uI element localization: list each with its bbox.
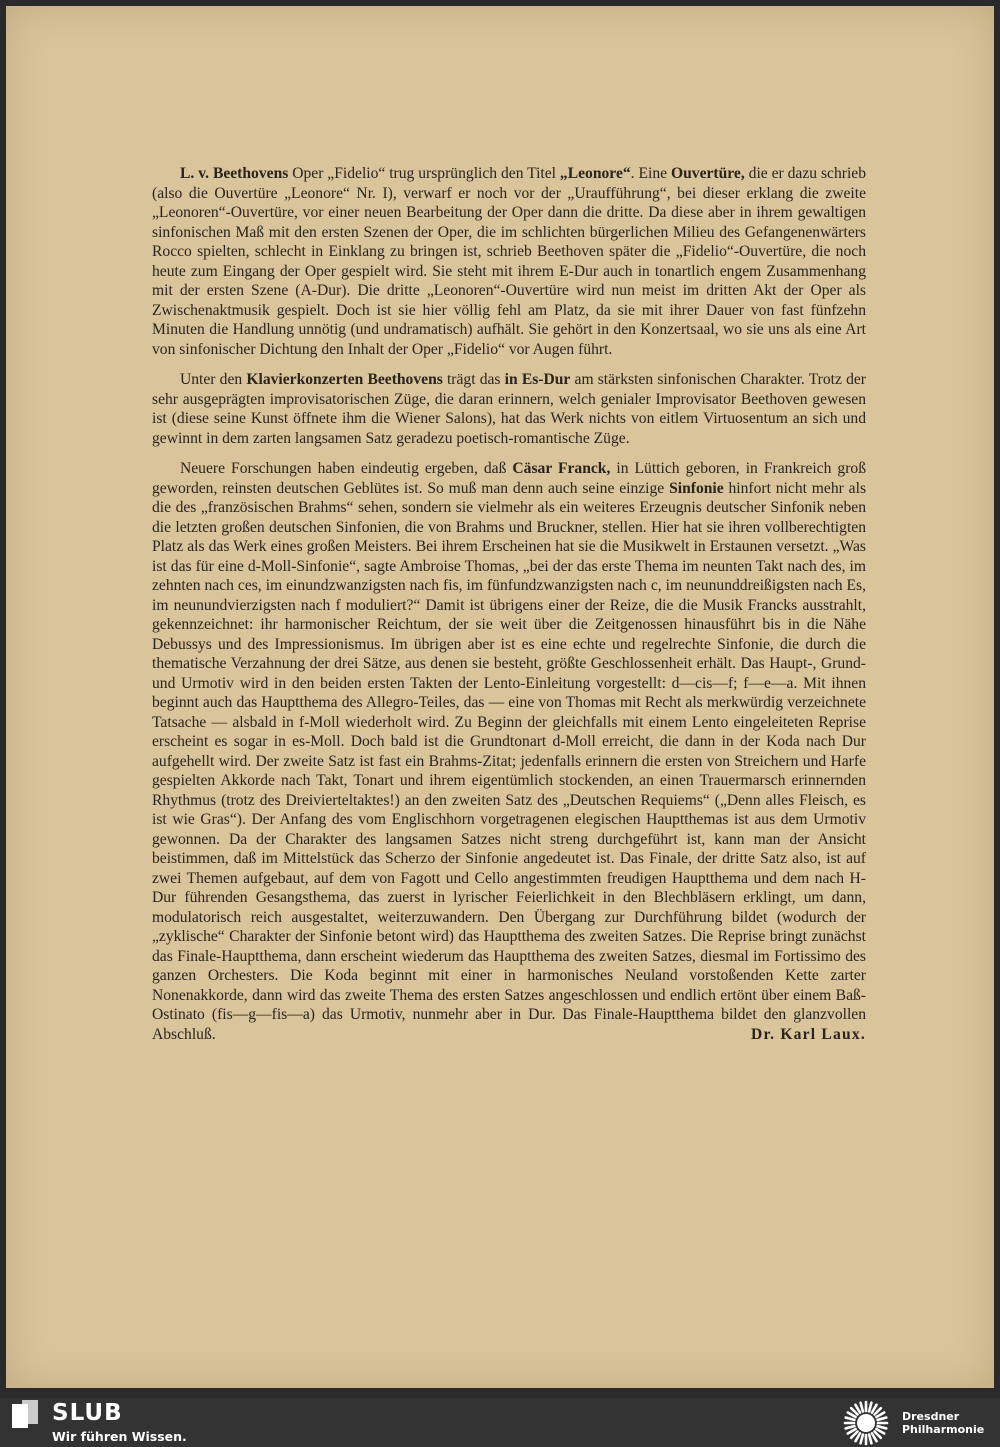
text-run: Neuere Forschungen haben eindeutig ergeben, daß [180, 460, 513, 477]
partner-name [902, 1410, 984, 1436]
author-signature: Dr. Karl Laux. [751, 1025, 866, 1043]
paragraph-cesar-franck-symphony [152, 459, 866, 1044]
slub-logo-icon [12, 1400, 40, 1430]
document-page [6, 6, 994, 1388]
emphasized-term: Cäsar Franck, [512, 460, 611, 477]
text-run: trägt das [442, 371, 505, 388]
text-run: Unter den [180, 371, 247, 388]
emphasized-term: in Es-Dur [504, 371, 571, 388]
library-name: SLUB [52, 1400, 123, 1426]
partner-name-line2: Philharmonie [902, 1423, 985, 1436]
text-run: hinfort nicht mehr als die des „französischen Brahms“ sehen, sondern sie vielmehr als ein weiteres Erzeugnis deutscher Sinfonik neben die letzten großen deutschen Sinfonien, die von Brahms und Bruckner, stellen. Hier hat sie ihren vollberechtigten Platz als das Werk eines großen Meisters. Bei ihrem Erscheinen hat sie die Musikwelt in Erstaunen versetzt. „Was ist das für eine d-Moll-Sinfonie“, sagte Ambroise Thomas, „bei der das erste Thema im neunten Takt nach des, im zehnten nach ces, im einundzwanzigsten nach fis, im fünfundzwanzigsten nach c, im neununddreißigsten nach Es, im neunundvierzigsten nach f moduliert?“ Damit ist übrigens einer der Reize, die die Musik Francks ausstrahlt, gekennzeichnet: ihr harmonischer Reichtum, der sie weit über die Zeitgenossen hinausführt bis in die Nähe Debussys und des Impressionismus. Im übrigen aber ist es eine echte und regelrechte Sinfonie, die durch die thematische Verzahnung der drei Sätze, aus denen sie besteht, größte Geschlossenheit erhält. Das Haupt-, Grund- und Urmotiv wird in den beiden ersten Takten der Lento-Einleitung vorgestellt: d—cis—f; f—e—a. Mit ihnen beginnt auch das Hauptthema des Allegro-Teiles, das — eine von Thomas mit Recht als merkwürdig verzeichnete Tatsache — alsbald in f-Moll wiederholt wird. Zu Beginn der gleichfalls mit einem Lento eingeleiteten Reprise erscheint es sogar in es-Moll. Doch bald ist die Grundtonart d-Moll erreicht, die dann in der Koda nach Dur aufgehellt wird. Der zweite Satz ist fast ein Brahms-Zitat; jedenfalls erinnern die ersten von Streichern und Harfe gespielten Akkorde nach Takt, Tonart und ihrem eigentümlich stockenden, an einen Trauermarsch erinnernden Rhythmus (trotz des Dreivierteltaktes!) an den zweiten Satz des „Deutschen Requiems“ („Denn alles Fleisch, es ist wie Gras“). Der Anfang des vom Englischhorn vorgetragenen elegischen Hauptthemas ist aus dem Urmotiv gewonnen. Da der Charakter des langsamen Satzes nicht streng durchgeführt ist, kann man der Ansicht beistimmen, daß im Mittelstück das Scherzo der Sinfonie angedeutet ist. Das Finale, der dritte Satz also, ist auf zwei Themen aufgebaut, auf dem von Fagott und Cello angestimmten freudigen Hauptthema und dem nach H-Dur führenden Gesangsthema, das zuerst in lyrischer Feierlichkeit in den Blechbläsern erklingt, um dann, modulatorisch reich ausgestaltet, weiterzuwandern. Den Übergang zur Durchführung bildet (wodurch der „zyklische“ Charakter der Sinfonie betont wird) das Hauptthema des zweiten Satzes. Die Reprise bringt zunächst das Finale-Hauptthema, dann erscheint wiederum das Hauptthema des zweiten Satzes, diesmal im Fortissimo des ganzen Orchesters. Die Koda beginnt mit einer in harmonisches Neuland vorstoßenden Kette zarter Nonenakkorde, dann wird das zweite Thema des ersten Satzes angeschlossen und endlich ertönt über einem Baß-Ostinato (fis—g—fis—a) das Urmotiv, nunmehr aber in Dur. Das Finale-Hauptthema bildet den glanzvollen Abschluß. [152, 479, 867, 1043]
text-run: Oper „Fidelio“ trug ursprünglich den Titel [288, 165, 560, 182]
text-run: . Eine [630, 165, 671, 182]
emphasized-term: Sinfonie [669, 479, 724, 497]
text-run: die er dazu schrieb (also die Ouvertüre „Leonore“ Nr. I), verwarf er noch vor der „Uraufführung“, bei dieser erklang die zweite „Leonoren“-Ouvertüre, vor einer neuen Bearbeitung der Oper dann die dritte. Da diese aber in ihrem gewaltigen sinfonischen Maß mit den ersten Szenen der Oper, die im schlichten bürgerlichen Milieu des Gefangenenwärters Rocco spielten, schlecht in Einklang zu bringen ist, schrieb Beethoven später die „Fidelio“-Ouvertüre, die noch heute zum Eingang der Oper gespielt wird. Sie steht mit ihrem E-Dur auch in tonartlich engem Zusammenhang mit der ersten Szene (A-Dur). Die dritte „Leonoren“-Ouvertüre wird nun meist im dritten Akt der Oper als Zwischenaktmusik gespielt. Doch ist sie hier völlig fehl am Platz, da sie mit ihrer Dauer von fast fünfzehn Minuten die Handlung unnötig (und undramatisch) aufhält. Sie gehört in den Konzertsaal, wo sie uns als eine Art von sinfonischer Dichtung den Inhalt der Oper „Fidelio“ vor Augen führt. [152, 165, 866, 358]
library-tagline: Wir führen Wissen. [52, 1429, 187, 1444]
article-body [152, 164, 866, 1055]
emphasized-term: Ouvertüre, [670, 165, 745, 182]
text-run: am stärksten sinfonischen Charakter. Trotz der sehr ausgeprägten improvisatorischen Züge, die daran erinnern, welch genialer Improvisator Beethoven gewesen ist (diese seine Kunst öffnete ihm die Wiener Salons), hat das Werk nichts von eitlem Virtuosentum an sich und gewinnt in dem zarten langsamen Satz geradezu poetisch-romantische Züge. [152, 371, 867, 447]
emphasized-term: Klavierkonzerten Beethovens [246, 371, 443, 388]
emphasized-term: L. v. Beethovens [180, 165, 289, 182]
paragraph-beethoven-piano-concertos [152, 370, 866, 448]
partner-name-line1: Dresdner [902, 1410, 960, 1423]
text-run: in Lüttich geboren, in Frankreich groß geworden, reinsten deutschen Geblütes ist. So muß man denn auch seine einzige [152, 460, 866, 497]
emphasized-term: „Leonore“ [559, 165, 631, 182]
dresdner-philharmonie-logo-icon [842, 1399, 890, 1447]
viewer-footer-bar [0, 1398, 1000, 1447]
paragraph-beethoven-fidelio [152, 164, 866, 359]
